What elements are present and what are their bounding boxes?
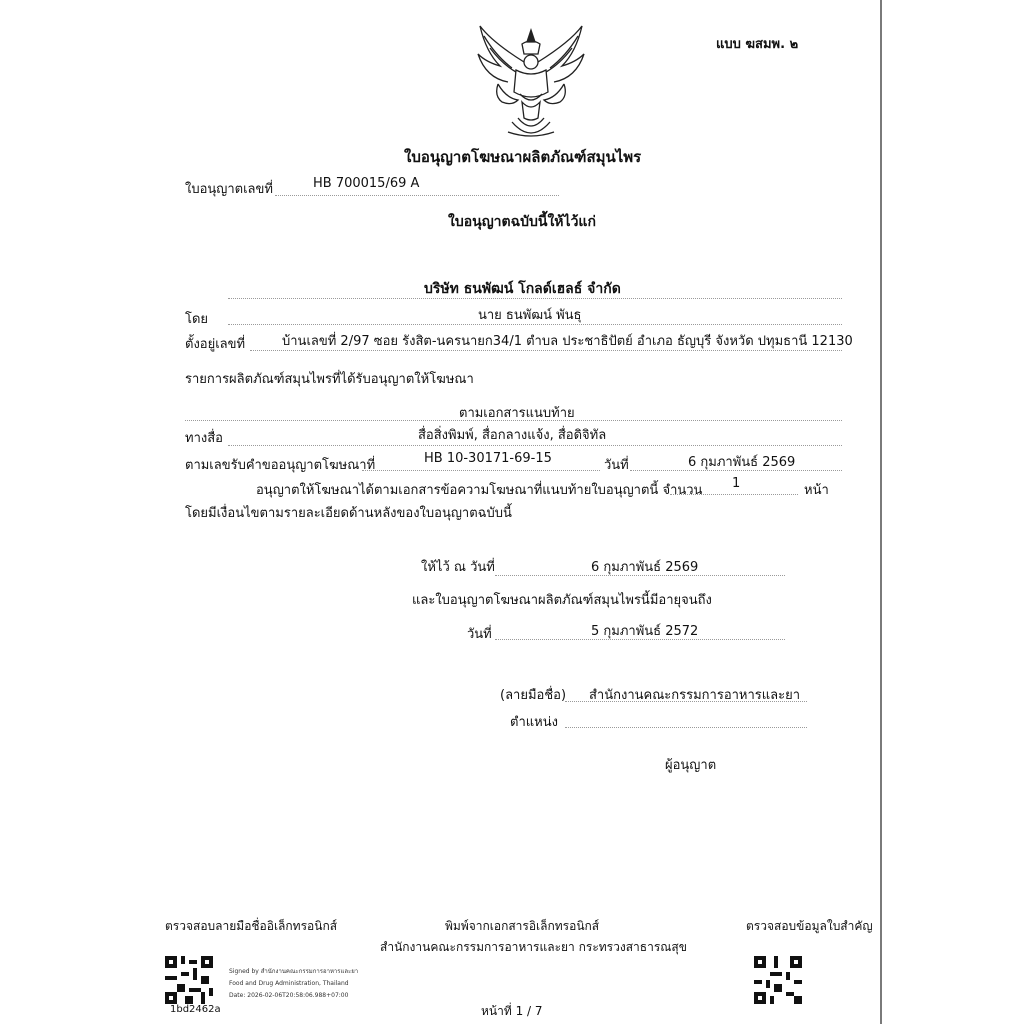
signed-org: Food and Drug Administration, Thailand: [229, 980, 349, 987]
expiry-value: 5 กุมภาพันธ์ 2572: [591, 624, 699, 639]
approval-count-line: [670, 494, 798, 495]
approval-count: 1: [732, 476, 741, 491]
footer-printed-from: พิมพ์จากเอกสารอิเล็กทรอนิกส์: [445, 919, 600, 933]
footer-verify-signature: ตรวจสอบลายมือชื่ออิเล็กทรอนิกส์: [165, 919, 338, 933]
given-line: [495, 575, 785, 576]
valid-text: และใบอนุญาตโฆษณาผลิตภัณฑ์สมุนไพรนี้มีอายุจนถึง: [412, 593, 712, 608]
approval-text: อนุญาตให้โฆษณาได้ตามเอกสารข้อความโฆษณาที่แนบท้ายใบอนุญาตนี้ จำนวน: [256, 483, 703, 498]
signature-line: [565, 701, 807, 702]
signature-label: (ลายมือชื่อ): [500, 688, 567, 703]
request-value: HB 10-30171-69-15: [424, 451, 552, 466]
by-line: [228, 324, 842, 325]
address-label: ตั้งอยู่เลขที่: [185, 337, 246, 352]
page-number: หน้าที่ 1 / 7: [481, 1004, 543, 1018]
qr-code-icon[interactable]: [165, 956, 213, 1004]
footer-agency: สำนักงานคณะกรรมการอาหารและยา กระทรวงสาธารณสุข: [380, 940, 687, 954]
position-label: ตำแหน่ง: [510, 715, 558, 730]
issued-to-heading: ใบอนุญาตฉบับนี้ให้ไว้แก่: [448, 214, 596, 230]
qr-code-icon[interactable]: [754, 956, 802, 1004]
garuda-emblem-icon: [472, 22, 590, 142]
products-value: ตามเอกสารแนบท้าย: [459, 406, 575, 421]
form-code: แบบ ฆสมพ. ๒: [716, 37, 799, 52]
products-label: รายการผลิตภัณฑ์สมุนไพรที่ได้รับอนุญาตให้โฆษณา: [185, 372, 474, 387]
media-label: ทางสื่อ: [185, 431, 223, 446]
expiry-line: [495, 639, 785, 640]
media-value: สื่อสิ่งพิมพ์, สื่อกลางแจ้ง, สื่อดิจิทัล: [418, 428, 607, 443]
given-label: ให้ไว้ ณ วันที่: [421, 560, 495, 575]
conditions-text: โดยมีเงื่อนไขตามรายละเอียดด้านหลังของใบอนุญาตฉบับนี้: [185, 506, 512, 521]
expiry-label: วันที่: [467, 627, 492, 642]
footer-verify-data: ตรวจสอบข้อมูลใบสำคัญ: [746, 919, 873, 933]
request-line: [362, 470, 600, 471]
signed-date: Date: 2026-02-06T20:58:06.988+07:00: [229, 992, 349, 999]
request-date-value: 6 กุมภาพันธ์ 2569: [688, 455, 796, 470]
doc-title: ใบอนุญาตโฆษณาผลิตภัณฑ์สมุนไพร: [404, 148, 642, 166]
request-date-line: [630, 470, 842, 471]
by-label: โดย: [185, 312, 209, 327]
licensor-label: ผู้อนุญาต: [665, 758, 717, 773]
margin-area: [882, 0, 1024, 1024]
signature-value: สำนักงานคณะกรรมการอาหารและยา: [589, 688, 801, 703]
page-edge-border: [880, 0, 882, 1024]
license-no-value: HB 700015/69 A: [313, 176, 420, 191]
license-no-line: [275, 195, 559, 196]
qr-code-label: 1bd2462a: [170, 1004, 221, 1015]
signed-by: Signed by สำนักงานคณะกรรมการอาหารและยา: [229, 968, 359, 975]
license-no-label: ใบอนุญาตเลขที่: [185, 182, 273, 197]
products-line: [185, 420, 842, 421]
approval-unit: หน้า: [804, 483, 829, 498]
company-name: บริษัท ธนพัฒน์ โกลด์เฮลธ์ จำกัด: [424, 281, 621, 297]
media-line: [228, 445, 842, 446]
request-label: ตามเลขรับคำขออนุญาตโฆษณาที่: [185, 458, 376, 473]
by-value: นาย ธนพัฒน์ พันธุ: [478, 308, 582, 323]
position-line: [565, 727, 807, 728]
request-date-label: วันที่: [604, 458, 629, 473]
company-line: [228, 298, 842, 299]
address-line: [250, 350, 842, 351]
given-value: 6 กุมภาพันธ์ 2569: [591, 560, 699, 575]
address-value: บ้านเลขที่ 2/97 ซอย รังสิต-นครนายก34/1 ตำบล ประชาธิปัตย์ อำเภอ ธัญบุรี จังหวัด ปทุมธานี 12130: [282, 334, 853, 349]
